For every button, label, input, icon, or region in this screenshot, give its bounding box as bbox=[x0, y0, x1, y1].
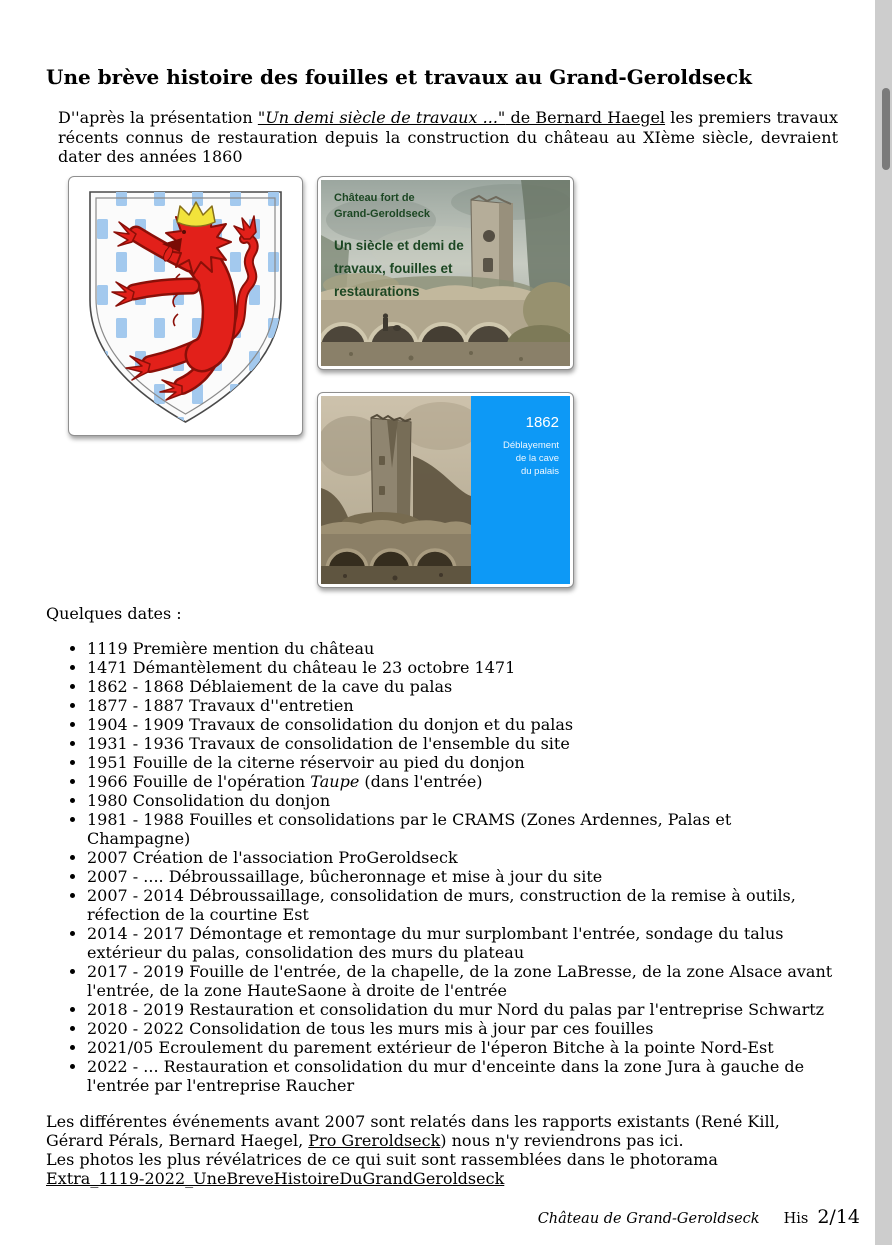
timeline-item: • 1981 - 1988 Fouilles et consolidations par le CRAMS (Zones Ardennes, Palas et Champagne) bbox=[87, 810, 838, 848]
timeline-item: • 2018 - 2019 Restauration et consolidation du mur Nord du palas par l'entreprise Schwartz bbox=[87, 1000, 838, 1019]
timeline-item: • 1862 - 1868 Déblaiement de la cave du palas bbox=[87, 677, 838, 696]
coat-of-arms-figure bbox=[68, 176, 303, 436]
timeline-item: • 2007 - .... Débroussaillage, bûcheronnage et mise à jour du site bbox=[87, 867, 838, 886]
timeline-item: • 2017 - 2019 Fouille de l'entrée, de la chapelle, de la zone LaBresse, de la zone Alsace avant l'entrée, de la zone HauteSaone à droite de l'entrée bbox=[87, 962, 838, 1000]
timeline-item: • 2022 - ... Restauration et consolidation du mur d'enceinte dans la zone Jura à gauche de l'entrée par l'entreprise Raucher bbox=[87, 1057, 838, 1095]
intro-tail: les premiers travaux récents connus de restauration depuis la construction du château au XIème siècle, devraient dater des années 1860 bbox=[58, 108, 838, 166]
slide-year: 1862 bbox=[525, 413, 559, 431]
coat-of-arms-image bbox=[74, 182, 297, 430]
presentation-link[interactable] bbox=[258, 108, 665, 127]
pro-geroldseck-link[interactable]: Pro Greroldseck bbox=[308, 1130, 441, 1150]
timeline-item: • 1951 Fouille de la citerne réservoir au pied du donjon bbox=[87, 753, 838, 772]
cover-header-line2: Grand-Geroldseck bbox=[334, 207, 430, 220]
timeline-item: • 1119 Première mention du château bbox=[87, 639, 838, 658]
presentation-link-quote: "Un demi siècle de travaux ..." bbox=[257, 108, 506, 127]
figures-column bbox=[317, 176, 574, 588]
closing-line1-post: ) nous n'y reviendrons pas ici. bbox=[440, 1130, 684, 1150]
timeline-item: • 1966 Fouille de l'opération Taupe (dans l'entrée) bbox=[87, 772, 838, 791]
closing-paragraph bbox=[46, 1112, 838, 1188]
slide-1862-figure bbox=[317, 392, 574, 588]
figures-block bbox=[68, 176, 838, 588]
page-footer bbox=[538, 1206, 860, 1228]
timeline-item: • 1877 - 1887 Travaux d''entretien bbox=[87, 696, 838, 715]
timeline-item: • 1904 - 1909 Travaux de consolidation du donjon et du palas bbox=[87, 715, 838, 734]
timeline-item: • 1980 Consolidation du donjon bbox=[87, 791, 838, 810]
presentation-link-author: de Bernard Haegel bbox=[505, 108, 666, 127]
slide-caption-line1: Déblayement bbox=[503, 439, 559, 451]
timeline-item: • 1471 Démantèlement du château le 23 octobre 1471 bbox=[87, 658, 838, 677]
intro-lead: D''après la présentation bbox=[58, 108, 258, 127]
intro-paragraph bbox=[58, 108, 838, 167]
closing-line1-pre: Les différentes événements avant 2007 sont relatés dans les rapports existants (René Kill, Gérard Pérals, Bernard Haegel, bbox=[46, 1111, 780, 1150]
slide-caption-line3: du palais bbox=[520, 465, 559, 477]
slide-caption-line2: de la cave bbox=[515, 452, 559, 464]
dates-heading: Quelques dates : bbox=[46, 603, 182, 623]
timeline-item: • 2014 - 2017 Démontage et remontage du mur surplombant l'entrée, sondage du talus extérieur du palas, consolidation des murs du plateau bbox=[87, 924, 838, 962]
footer-page-number: 2/14 bbox=[817, 1206, 860, 1228]
cover-title-line1: Un siècle et demi de bbox=[334, 237, 464, 253]
closing-line2: Les photos les plus révélatrices de ce qui suit sont rassemblées dans le photorama bbox=[46, 1149, 718, 1169]
book-cover-image bbox=[321, 180, 570, 366]
scrollbar-thumb[interactable] bbox=[882, 88, 890, 170]
timeline-list bbox=[46, 639, 838, 1095]
footer-book-title: Château de Grand-Geroldseck bbox=[537, 1211, 760, 1227]
slide-1862-image bbox=[321, 396, 570, 584]
cover-header-line1: Château fort de bbox=[334, 191, 415, 204]
timeline-item: • 2020 - 2022 Consolidation de tous les murs mis à jour par ces fouilles bbox=[87, 1019, 838, 1038]
page-title: Une brève histoire des fouilles et travaux au Grand-Geroldseck bbox=[46, 65, 752, 89]
timeline-item: • 2021/05 Ecroulement du parement extérieur de l'éperon Bitche à la pointe Nord-Est bbox=[87, 1038, 838, 1057]
timeline-item: • 1931 - 1936 Travaux de consolidation de l'ensemble du site bbox=[87, 734, 838, 753]
timeline-item: • 2007 Création de l'association ProGeroldseck bbox=[87, 848, 838, 867]
cover-title-line3: restaurations bbox=[334, 283, 420, 299]
cover-title-line2: travaux, fouilles et bbox=[334, 260, 453, 276]
photorama-link[interactable]: Extra_1119-2022_UneBreveHistoireDuGrandGeroldseck bbox=[46, 1168, 505, 1188]
timeline-item: • 2007 - 2014 Débroussaillage, consolidation de murs, construction de la remise à outils, réfection de la courtine Est bbox=[87, 886, 838, 924]
book-cover-figure bbox=[317, 176, 574, 370]
scrollbar-track[interactable] bbox=[875, 0, 892, 1245]
footer-section: His bbox=[783, 1211, 809, 1227]
